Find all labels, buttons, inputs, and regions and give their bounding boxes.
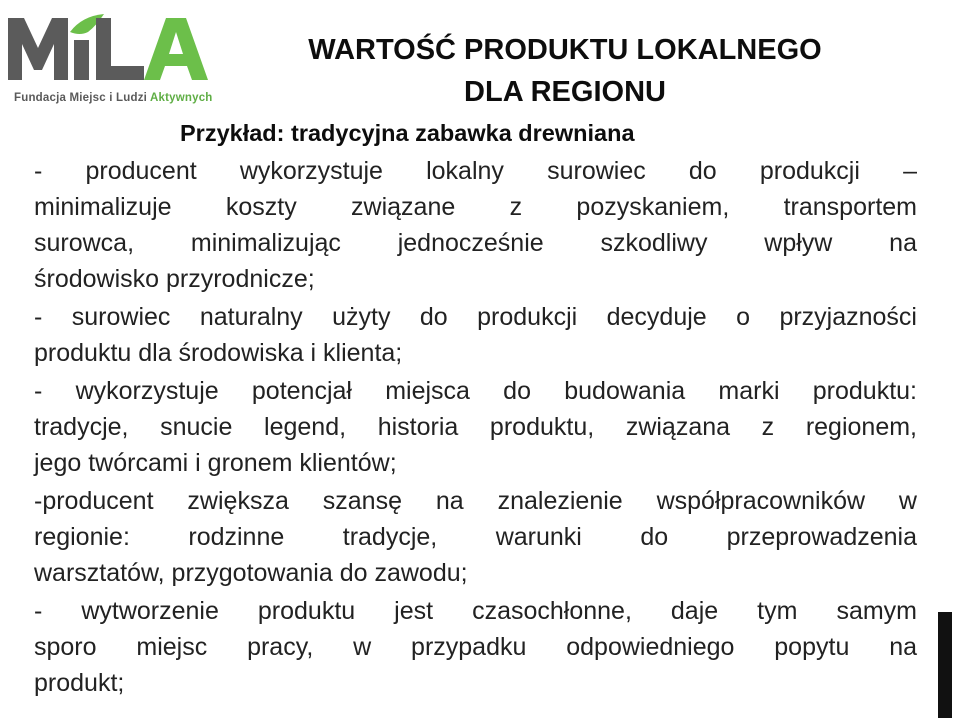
mila-logo — [4, 12, 234, 102]
logo-tagline: Fundacja Miejsc i Ludzi Aktywnych — [14, 92, 213, 104]
body-line-10: -producent zwiększa szansę na znalezienie współpracowników w — [34, 487, 917, 515]
body-line-6: produktu dla środowiska i klienta; — [34, 339, 403, 367]
body-line-1: - producent wykorzystuje lokalny surowiec do produkcji – — [34, 157, 917, 185]
body-line-2: minimalizuje koszty związane z pozyskaniem, transportem — [34, 193, 917, 221]
body-line-7: - wykorzystuje potencjał miejsca do budowania marki produktu: — [34, 377, 917, 405]
body-line-5: - surowiec naturalny użyty do produkcji decyduje o przyjazności — [34, 303, 917, 331]
body-line-15: produkt; — [34, 669, 125, 697]
body-line-12: warsztatów, przygotowania do zawodu; — [34, 559, 468, 587]
right-edge-bar — [938, 612, 952, 718]
page-title-line-2: DLA REGIONU — [464, 76, 666, 108]
body-line-14: sporo miejsc pracy, w przypadku odpowiedniego popytu na — [34, 633, 917, 661]
subtitle: Przykład: tradycyjna zabawka drewniana — [180, 120, 635, 146]
body-line-11: regionie: rodzinne tradycje, warunki do przeprowadzenia — [34, 523, 917, 551]
body-line-3: surowca, minimalizując jednocześnie szkodliwy wpływ na — [34, 229, 917, 257]
body-line-13: - wytworzenie produktu jest czasochłonne, daje tym samym — [34, 597, 917, 625]
mila-wordmark-graphic — [4, 12, 234, 82]
body-line-4: środowisko przyrodnicze; — [34, 265, 315, 293]
page-title-line-1: WARTOŚĆ PRODUKTU LOKALNEGO — [308, 34, 822, 66]
body-line-8: tradycje, snucie legend, historia produktu, związana z regionem, — [34, 413, 917, 441]
body-line-9: jego twórcami i gronem klientów; — [34, 449, 397, 477]
